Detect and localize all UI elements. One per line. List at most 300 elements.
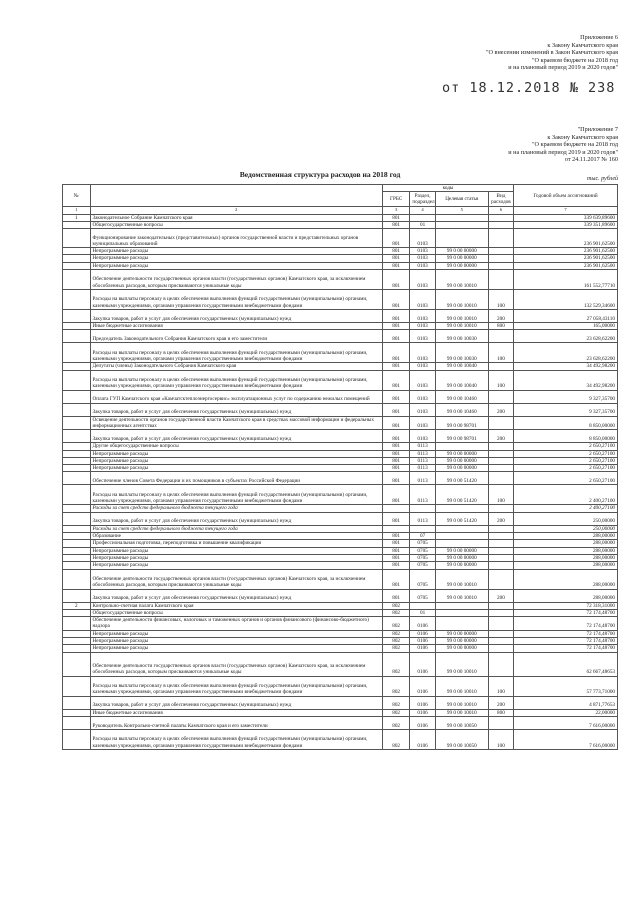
row-target: 99 0 00 00000 (435, 562, 488, 569)
row-amount: 23 628,62200 (514, 343, 618, 363)
row-grbs: 802 (382, 630, 410, 637)
appendix-6-line: "О внесении изменений в Закон Камчатского края (486, 49, 618, 57)
row-amount: 72 174,48700 (514, 630, 618, 637)
row-amount: 250,00000 (514, 525, 618, 532)
table-row (63, 270, 618, 290)
row-grbs: 801 (382, 214, 410, 221)
row-number (63, 472, 91, 485)
row-section: 0103 (410, 416, 435, 430)
row-grbs (382, 505, 410, 512)
row-name: Непрограммные расходы (90, 255, 382, 262)
col-header-section: Раздел, подраздел (410, 192, 435, 207)
row-name: Оплата ГУП Камчатского края «Камчатсктеплоэнергосервис» эксплуатационных услуг по содержанию нежилых помещений (90, 390, 382, 403)
row-grbs: 801 (382, 363, 410, 370)
row-amount: 9 327,35700 (514, 390, 618, 403)
col-index: 1 (63, 207, 91, 214)
row-type (488, 221, 513, 228)
row-amount: 27 058,43110 (514, 310, 618, 323)
table-row (63, 569, 618, 589)
row-amount: 288,00000 (514, 540, 618, 547)
row-section: 0705 (410, 540, 435, 547)
table-row (63, 696, 618, 709)
row-name: Обеспечение деятельности финансовых, налоговых и таможенных органов и органов финансового (финансово-бюджетного) надзора (90, 617, 382, 631)
row-type: 800 (488, 323, 513, 330)
row-type: 100 (488, 729, 513, 749)
row-type (488, 416, 513, 430)
row-name: Расходы за счет средств федерального бюджета текущего года (90, 505, 382, 512)
row-name: Контрольно-счетная палата Камчатского края (90, 602, 382, 609)
row-type (488, 554, 513, 561)
row-target (435, 617, 488, 631)
row-type (488, 638, 513, 645)
row-grbs: 802 (382, 652, 410, 676)
row-number (63, 310, 91, 323)
row-number (63, 569, 91, 589)
row-name: Депутаты (члены) Законодательного Собрания Камчатского края (90, 363, 382, 370)
row-number (63, 540, 91, 547)
row-grbs: 801 (382, 255, 410, 262)
row-amount: 2 650,27100 (514, 443, 618, 450)
row-target (435, 602, 488, 609)
row-section: 0113 (410, 450, 435, 457)
table-row (63, 323, 618, 330)
row-section: 0103 (410, 323, 435, 330)
row-number (63, 729, 91, 749)
table-row (63, 652, 618, 676)
table-row (63, 430, 618, 443)
row-name: Непрограммные расходы (90, 562, 382, 569)
row-amount: 250,00000 (514, 512, 618, 525)
row-amount: 2 650,27100 (514, 472, 618, 485)
row-name: Непрограммные расходы (90, 450, 382, 457)
row-number (63, 290, 91, 310)
row-target: 99 0 00 10010 (435, 310, 488, 323)
row-section: 0113 (410, 457, 435, 464)
row-target: 99 0 00 10010 (435, 696, 488, 709)
row-section (410, 505, 435, 512)
row-section: 0113 (410, 465, 435, 472)
row-name: Закупка товаров, работ и услуг для обеспечения государственных (муниципальных) нужд (90, 430, 382, 443)
appendix-6-line: и на плановый период 2019 и 2020 годов" (508, 64, 618, 72)
col-index: 7 (514, 207, 618, 214)
row-grbs: 802 (382, 716, 410, 729)
row-amount: 236 901,62500 (514, 229, 618, 248)
row-type: 100 (488, 676, 513, 696)
row-target: 99 0 00 10010 (435, 589, 488, 602)
row-number (63, 270, 91, 290)
col-index: 5 (435, 207, 488, 214)
table-row (63, 617, 618, 631)
appendix-7-header (508, 126, 618, 164)
row-amount: 72 174,48700 (514, 617, 618, 631)
row-grbs: 802 (382, 696, 410, 709)
row-amount: 22,00000 (514, 709, 618, 716)
row-number (63, 343, 91, 363)
row-number (63, 696, 91, 709)
row-number (63, 363, 91, 370)
row-target: 99 0 00 10040 (435, 370, 488, 390)
row-target: 99 0 00 00000 (435, 262, 488, 269)
row-section: 0103 (410, 370, 435, 390)
row-type (488, 540, 513, 547)
row-number (63, 652, 91, 676)
appendix-7-line: "Приложение 7 (577, 126, 618, 133)
row-section: 0103 (410, 262, 435, 269)
row-grbs: 801 (382, 330, 410, 343)
row-amount: 2 400,27100 (514, 485, 618, 505)
row-number (63, 229, 91, 248)
row-grbs: 801 (382, 416, 410, 430)
row-section: 0103 (410, 343, 435, 363)
row-target: 99 0 00 10010 (435, 290, 488, 310)
row-type: 100 (488, 485, 513, 505)
row-amount: 288,00000 (514, 547, 618, 554)
row-target: 99 0 00 10010 (435, 652, 488, 676)
row-grbs: 801 (382, 443, 410, 450)
row-name: Расходы на выплаты персоналу в целях обеспечения выполнения функций государственными (муниципальными) органами, казенными учреждениями, органами управления государственными внебюджетными фондами (90, 485, 382, 505)
units-label: тыс. рублей (587, 176, 618, 182)
row-amount: 7 616,00000 (514, 716, 618, 729)
row-section: 0705 (410, 547, 435, 554)
row-name: Обеспечение деятельности государственных органов власти (государственных органов) Камчатского края, за исключением обособленных расходов, которым присваиваются уникальные коды (90, 569, 382, 589)
row-section: 0103 (410, 229, 435, 248)
col-header-name (90, 185, 382, 207)
row-name: Функционирование законодательных (представительных) органов государственной власти и представительных органов муниципальных образований (90, 229, 382, 248)
table-row (63, 229, 618, 248)
row-type (488, 270, 513, 290)
row-grbs: 802 (382, 609, 410, 616)
row-target: 99 0 00 51420 (435, 512, 488, 525)
row-name: Расходы на выплаты персоналу в целях обеспечения выполнения функций государственными (муниципальными) органами, казенными учреждениями, органами управления государственными внебюджетными фондами (90, 676, 382, 696)
table-row (63, 630, 618, 637)
table-row (63, 310, 618, 323)
row-name: Обеспечение деятельности государственных органов власти (государственных органов) Камчатского края, за исключением обособленных расходов, которым присваиваются уникальные коды (90, 652, 382, 676)
col-header-codes: коды (382, 185, 513, 192)
row-grbs: 801 (382, 554, 410, 561)
row-type (488, 547, 513, 554)
table-row (63, 512, 618, 525)
row-grbs: 801 (382, 262, 410, 269)
row-grbs: 801 (382, 403, 410, 416)
row-section: 0106 (410, 652, 435, 676)
row-target: 99 0 00 00000 (435, 547, 488, 554)
row-grbs: 802 (382, 617, 410, 631)
row-target: 99 0 00 10030 (435, 343, 488, 363)
row-type (488, 450, 513, 457)
row-section: 0106 (410, 645, 435, 652)
row-type (488, 617, 513, 631)
row-amount: 7 616,00000 (514, 729, 618, 749)
row-grbs (382, 525, 410, 532)
row-number (63, 323, 91, 330)
row-amount: 72 174,48700 (514, 609, 618, 616)
col-index: 3 (382, 207, 410, 214)
row-target (435, 609, 488, 616)
row-grbs: 801 (382, 472, 410, 485)
appendix-6-line: к Закону Камчатского края (547, 41, 618, 49)
row-name: Непрограммные расходы (90, 630, 382, 637)
row-name: Общегосударственные вопросы (90, 221, 382, 228)
row-amount: 4 871,77653 (514, 696, 618, 709)
appendix-7-line: от 24.11.2017 № 160 (564, 156, 618, 164)
row-section: 01 (410, 609, 435, 616)
table-row (63, 443, 618, 450)
row-section: 0106 (410, 709, 435, 716)
row-amount: 9 327,35700 (514, 403, 618, 416)
appendix-7-line: "О краевом бюджете на 2018 год (532, 141, 618, 149)
col-index: 4 (410, 207, 435, 214)
row-number (63, 221, 91, 228)
row-section: 0103 (410, 430, 435, 443)
col-header-type: Вид расходов (488, 192, 513, 207)
row-section: 0106 (410, 617, 435, 631)
row-name: Закупка товаров, работ и услуг для обеспечения государственных (муниципальных) нужд (90, 696, 382, 709)
row-number (63, 562, 91, 569)
row-type (488, 505, 513, 512)
table-row (63, 343, 618, 363)
row-type (488, 645, 513, 652)
row-number (63, 617, 91, 631)
row-name: Непрограммные расходы (90, 554, 382, 561)
row-amount: 288,00000 (514, 569, 618, 589)
row-type (488, 609, 513, 616)
row-grbs: 801 (382, 370, 410, 390)
row-type: 100 (488, 370, 513, 390)
row-number (63, 609, 91, 616)
row-target: 99 0 00 98701 (435, 430, 488, 443)
table-row (63, 602, 618, 609)
row-name: Непрограммные расходы (90, 248, 382, 255)
row-section: 0705 (410, 589, 435, 602)
row-section: 0106 (410, 729, 435, 749)
expenditure-table (62, 184, 618, 750)
table-row (63, 221, 618, 228)
row-section (410, 602, 435, 609)
row-number (63, 485, 91, 505)
row-type: 200 (488, 696, 513, 709)
row-number (63, 547, 91, 554)
row-section: 0106 (410, 676, 435, 696)
row-amount: 8 850,00000 (514, 430, 618, 443)
row-number (63, 416, 91, 430)
row-target: 99 0 00 10040 (435, 363, 488, 370)
row-amount: 288,00000 (514, 554, 618, 561)
appendix-6-line: "О краевом бюджете на 2018 год (532, 56, 618, 64)
table-row (63, 716, 618, 729)
row-type: 800 (488, 709, 513, 716)
row-grbs: 802 (382, 602, 410, 609)
row-target: 99 0 00 00000 (435, 645, 488, 652)
row-grbs: 801 (382, 270, 410, 290)
row-number (63, 443, 91, 450)
row-name: Освещение деятельности органов государственной власти Камчатского края в средствах массовой информации и федеральных информационных агентствах (90, 416, 382, 430)
row-number (63, 512, 91, 525)
row-target: 99 0 00 10010 (435, 676, 488, 696)
row-amount: 236 901,62500 (514, 255, 618, 262)
row-amount: 34 492,98200 (514, 370, 618, 390)
row-name: Законодательное Собрание Камчатского края (90, 214, 382, 221)
row-section: 0103 (410, 363, 435, 370)
table-row (63, 330, 618, 343)
row-section: 0705 (410, 569, 435, 589)
row-name: Непрограммные расходы (90, 638, 382, 645)
row-section: 0103 (410, 330, 435, 343)
row-target (435, 221, 488, 228)
row-grbs: 801 (382, 323, 410, 330)
row-number (63, 450, 91, 457)
row-grbs: 802 (382, 645, 410, 652)
row-section: 07 (410, 533, 435, 540)
row-name: Расходы на выплаты персоналу в целях обеспечения выполнения функций государственными (муниципальными) органами, казенными учреждениями, органами управления государственными внебюджетными фондами (90, 343, 382, 363)
row-type (488, 525, 513, 532)
row-target (435, 505, 488, 512)
row-target (435, 214, 488, 221)
row-amount: 72 174,48700 (514, 638, 618, 645)
row-amount: 57 773,71000 (514, 676, 618, 696)
row-name: Расходы за счет средств федерального бюджета текущего года (90, 525, 382, 532)
row-grbs: 801 (382, 450, 410, 457)
row-target: 99 0 00 98701 (435, 416, 488, 430)
row-target: 99 0 00 00000 (435, 554, 488, 561)
row-type: 200 (488, 310, 513, 323)
table-row (63, 450, 618, 457)
row-type (488, 330, 513, 343)
row-number: 2 (63, 602, 91, 609)
table-row (63, 676, 618, 696)
row-type (488, 569, 513, 589)
row-grbs: 802 (382, 638, 410, 645)
row-name: Иные бюджетные ассигнования (90, 709, 382, 716)
col-header-target: Целевая статья (435, 192, 488, 207)
appendix-7-line: к Закону Камчатского края (547, 133, 618, 141)
row-type: 200 (488, 589, 513, 602)
row-type (488, 363, 513, 370)
row-number (63, 457, 91, 464)
table-row (63, 403, 618, 416)
row-number (63, 589, 91, 602)
row-grbs: 801 (382, 540, 410, 547)
row-name: Закупка товаров, работ и услуг для обеспечения государственных (муниципальных) нужд (90, 403, 382, 416)
row-section: 0103 (410, 270, 435, 290)
row-amount: 339 351,89600 (514, 221, 618, 228)
row-number (63, 370, 91, 390)
row-type: 100 (488, 290, 513, 310)
date-number-stamp: от 18.12.2018 № 238 (442, 80, 616, 96)
row-target: 99 0 00 10460 (435, 390, 488, 403)
row-name: Непрограммные расходы (90, 457, 382, 464)
row-amount: 236 901,62500 (514, 262, 618, 269)
row-name: Закупка товаров, работ и услуг для обеспечения государственных (муниципальных) нужд (90, 310, 382, 323)
row-grbs: 801 (382, 430, 410, 443)
table-row (63, 709, 618, 716)
col-header-no: № (63, 185, 91, 207)
row-number (63, 676, 91, 696)
row-number (63, 525, 91, 532)
row-number (63, 638, 91, 645)
row-number (63, 248, 91, 255)
row-grbs: 801 (382, 457, 410, 464)
row-amount: 2 650,27100 (514, 457, 618, 464)
row-type (488, 262, 513, 269)
row-section: 0113 (410, 485, 435, 505)
row-amount: 23 628,62200 (514, 330, 618, 343)
row-name: Непрограммные расходы (90, 645, 382, 652)
row-amount: 288,00000 (514, 562, 618, 569)
row-amount: 72 318,31000 (514, 602, 618, 609)
row-amount: 161 552,77710 (514, 270, 618, 290)
row-type (488, 248, 513, 255)
table-row (63, 729, 618, 749)
col-index: 2 (90, 207, 382, 214)
row-section (410, 214, 435, 221)
row-amount: 288,00000 (514, 589, 618, 602)
row-grbs: 801 (382, 589, 410, 602)
row-type (488, 652, 513, 676)
row-amount: 62 667,48653 (514, 652, 618, 676)
row-target: 99 0 00 10050 (435, 716, 488, 729)
row-section: 0106 (410, 696, 435, 709)
row-number (63, 630, 91, 637)
row-grbs: 802 (382, 729, 410, 749)
row-section: 01 (410, 221, 435, 228)
row-amount: 132 529,34600 (514, 290, 618, 310)
row-name: Расходы на выплаты персоналу в целях обеспечения выполнения функций государственными (муниципальными) органами, казенными учреждениями, органами управления государственными внебюджетными фондами (90, 290, 382, 310)
row-name: Обеспечение членов Совета Федерации и их помощников в субъектах Российской Федерации (90, 472, 382, 485)
row-type (488, 390, 513, 403)
document-title: Ведомственная структура расходов на 2018 год (239, 170, 401, 179)
row-number (63, 390, 91, 403)
row-target: 99 0 00 10030 (435, 330, 488, 343)
row-target: 99 0 00 00000 (435, 450, 488, 457)
table-row (63, 370, 618, 390)
row-amount: 8 850,00000 (514, 416, 618, 430)
row-grbs: 801 (382, 310, 410, 323)
row-target (435, 443, 488, 450)
row-grbs: 802 (382, 709, 410, 716)
row-target: 99 0 00 10010 (435, 270, 488, 290)
row-target: 99 0 00 00000 (435, 638, 488, 645)
row-grbs: 801 (382, 465, 410, 472)
row-grbs: 802 (382, 676, 410, 696)
table-row (63, 485, 618, 505)
row-target: 99 0 00 00000 (435, 457, 488, 464)
table-row (63, 416, 618, 430)
row-section: 0705 (410, 554, 435, 561)
table-row (63, 638, 618, 645)
row-type (488, 443, 513, 450)
appendix-6-header (486, 34, 618, 72)
row-name: Расходы на выплаты персоналу в целях обеспечения выполнения функций государственными (муниципальными) органами, казенными учреждениями, органами управления государственными внебюджетными фондами (90, 729, 382, 749)
row-target (435, 533, 488, 540)
table-row (63, 363, 618, 370)
row-target: 99 0 00 00000 (435, 248, 488, 255)
table-body (63, 214, 618, 749)
row-name: Иные бюджетные ассигнования (90, 323, 382, 330)
row-type (488, 457, 513, 464)
row-amount: 2 650,27100 (514, 450, 618, 457)
row-number (63, 330, 91, 343)
row-target: 99 0 00 10460 (435, 403, 488, 416)
row-section: 0705 (410, 562, 435, 569)
row-section: 0106 (410, 716, 435, 729)
row-grbs: 801 (382, 562, 410, 569)
row-grbs: 801 (382, 547, 410, 554)
row-name: Закупка товаров, работ и услуг для обеспечения государственных (муниципальных) нужд (90, 512, 382, 525)
row-name: Непрограммные расходы (90, 547, 382, 554)
table-row (63, 609, 618, 616)
row-section: 0103 (410, 248, 435, 255)
row-target: 99 0 00 00000 (435, 255, 488, 262)
